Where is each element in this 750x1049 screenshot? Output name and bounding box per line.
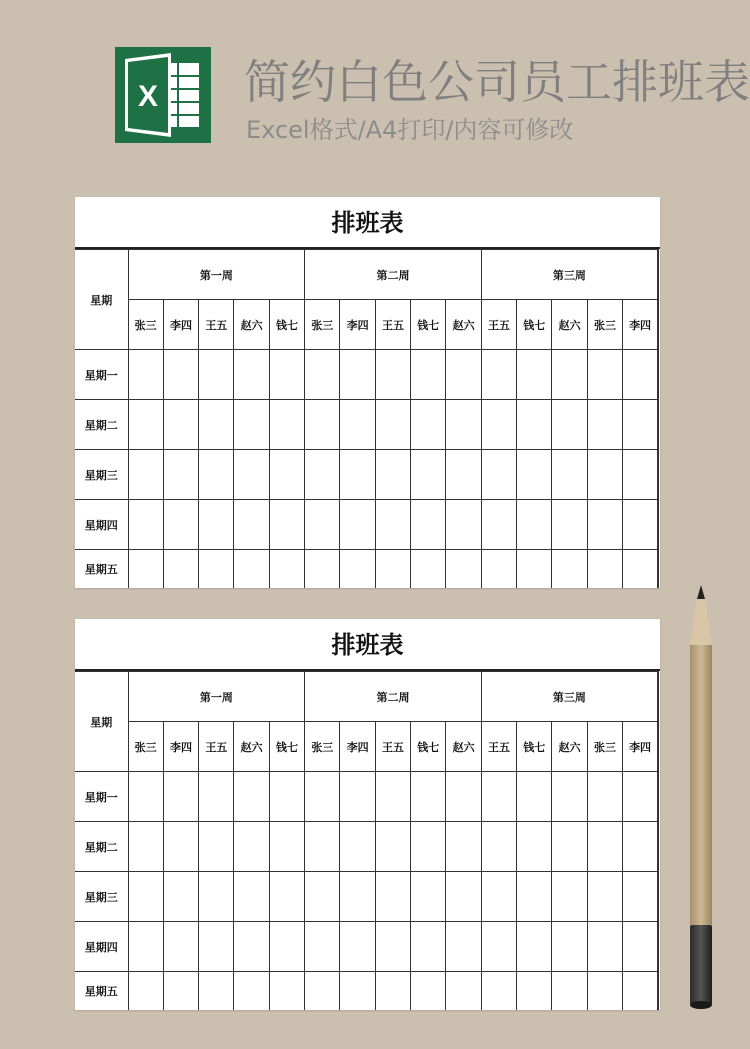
corner-cell: 星期 [75, 672, 128, 772]
shift-cell[interactable] [552, 872, 587, 922]
shift-cell[interactable] [623, 922, 658, 972]
page-subtitle: Excel格式/A4打印/内容可修改 [246, 116, 574, 144]
shift-cell[interactable] [481, 350, 516, 400]
shift-cell[interactable] [234, 450, 269, 500]
shift-cell[interactable] [305, 872, 340, 922]
week-header-row [75, 250, 658, 300]
shift-cell[interactable] [199, 550, 234, 589]
shift-cell[interactable] [128, 972, 163, 1011]
shift-cell[interactable] [128, 872, 163, 922]
shift-cell[interactable] [269, 550, 304, 589]
employee-name: 李四 [163, 722, 198, 772]
employee-name: 张三 [305, 300, 340, 350]
shift-cell[interactable] [199, 350, 234, 400]
shift-cell[interactable] [163, 922, 198, 972]
shift-cell[interactable] [517, 400, 552, 450]
shift-cell[interactable] [481, 972, 516, 1011]
shift-cell[interactable] [623, 822, 658, 872]
shift-cell[interactable] [199, 872, 234, 922]
shift-cell[interactable] [587, 500, 622, 550]
shift-cell[interactable] [446, 350, 481, 400]
shift-cell[interactable] [587, 872, 622, 922]
shift-cell[interactable] [305, 922, 340, 972]
employee-name: 李四 [340, 722, 375, 772]
employee-name: 赵六 [446, 722, 481, 772]
shift-cell[interactable] [269, 500, 304, 550]
shift-cell[interactable] [305, 822, 340, 872]
employee-name: 李四 [623, 300, 658, 350]
employee-name: 王五 [481, 300, 516, 350]
shift-cell[interactable] [340, 550, 375, 589]
schedule-table-1 [75, 249, 659, 588]
employee-name: 李四 [340, 300, 375, 350]
shift-cell[interactable] [552, 822, 587, 872]
shift-cell[interactable] [375, 872, 410, 922]
shift-cell[interactable] [128, 822, 163, 872]
employee-name: 张三 [128, 722, 163, 772]
employee-name: 赵六 [552, 722, 587, 772]
shift-cell[interactable] [411, 500, 446, 550]
shift-cell[interactable] [552, 500, 587, 550]
week-header: 第三周 [481, 250, 658, 300]
shift-cell[interactable] [481, 922, 516, 972]
shift-cell[interactable] [234, 350, 269, 400]
shift-cell[interactable] [517, 872, 552, 922]
employee-name: 赵六 [446, 300, 481, 350]
shift-cell[interactable] [481, 500, 516, 550]
shift-cell[interactable] [234, 400, 269, 450]
day-row [75, 500, 658, 550]
shift-cell[interactable] [199, 922, 234, 972]
employee-name: 王五 [199, 300, 234, 350]
week-header: 第三周 [481, 672, 658, 722]
shift-cell[interactable] [340, 822, 375, 872]
shift-cell[interactable] [446, 872, 481, 922]
shift-cell[interactable] [375, 972, 410, 1011]
employee-name: 钱七 [517, 300, 552, 350]
shift-cell[interactable] [375, 922, 410, 972]
day-label: 星期四 [75, 922, 128, 972]
shift-cell[interactable] [375, 350, 410, 400]
shift-cell[interactable] [269, 350, 304, 400]
shift-cell[interactable] [163, 550, 198, 589]
shift-cell[interactable] [481, 450, 516, 500]
shift-cell[interactable] [163, 500, 198, 550]
shift-cell[interactable] [446, 972, 481, 1011]
day-row [75, 922, 658, 972]
day-row [75, 822, 658, 872]
shift-cell[interactable] [411, 400, 446, 450]
shift-cell[interactable] [269, 772, 304, 822]
employee-name: 钱七 [269, 722, 304, 772]
shift-cell[interactable] [128, 550, 163, 589]
shift-cell[interactable] [552, 972, 587, 1011]
shift-cell[interactable] [446, 550, 481, 589]
shift-cell[interactable] [305, 772, 340, 822]
shift-cell[interactable] [340, 450, 375, 500]
shift-cell[interactable] [128, 450, 163, 500]
shift-cell[interactable] [623, 400, 658, 450]
shift-cell[interactable] [375, 772, 410, 822]
shift-cell[interactable] [517, 450, 552, 500]
shift-cell[interactable] [587, 922, 622, 972]
shift-cell[interactable] [163, 822, 198, 872]
sheet-title: 排班表 [75, 197, 660, 249]
day-row [75, 872, 658, 922]
shift-cell[interactable] [163, 400, 198, 450]
day-row [75, 550, 658, 589]
shift-cell[interactable] [375, 822, 410, 872]
employee-name: 李四 [623, 722, 658, 772]
shift-cell[interactable] [446, 500, 481, 550]
shift-cell[interactable] [623, 350, 658, 400]
employee-name: 赵六 [234, 300, 269, 350]
shift-cell[interactable] [234, 550, 269, 589]
shift-cell[interactable] [411, 550, 446, 589]
shift-cell[interactable] [199, 500, 234, 550]
shift-cell[interactable] [234, 822, 269, 872]
pencil-icon [686, 585, 716, 1010]
employee-row [75, 722, 658, 772]
shift-cell[interactable] [446, 822, 481, 872]
shift-cell[interactable] [552, 922, 587, 972]
shift-cell[interactable] [128, 772, 163, 822]
day-row [75, 972, 658, 1011]
shift-cell[interactable] [411, 922, 446, 972]
corner-cell: 星期 [75, 250, 128, 350]
shift-cell[interactable] [199, 400, 234, 450]
shift-cell[interactable] [411, 972, 446, 1011]
svg-text:X: X [137, 80, 159, 113]
employee-name: 钱七 [411, 300, 446, 350]
shift-cell[interactable] [375, 400, 410, 450]
shift-cell[interactable] [234, 772, 269, 822]
shift-cell[interactable] [269, 872, 304, 922]
shift-cell[interactable] [552, 550, 587, 589]
shift-cell[interactable] [234, 872, 269, 922]
day-label: 星期四 [75, 500, 128, 550]
day-label: 星期三 [75, 450, 128, 500]
shift-cell[interactable] [305, 500, 340, 550]
shift-cell[interactable] [623, 872, 658, 922]
shift-cell[interactable] [163, 872, 198, 922]
shift-cell[interactable] [305, 350, 340, 400]
employee-name: 钱七 [517, 722, 552, 772]
shift-cell[interactable] [587, 450, 622, 500]
shift-cell[interactable] [269, 922, 304, 972]
shift-cell[interactable] [340, 500, 375, 550]
shift-cell[interactable] [128, 350, 163, 400]
page-header [0, 0, 750, 160]
shift-cell[interactable] [517, 822, 552, 872]
shift-cell[interactable] [375, 550, 410, 589]
shift-cell[interactable] [340, 972, 375, 1011]
shift-cell[interactable] [623, 450, 658, 500]
employee-name: 李四 [163, 300, 198, 350]
shift-cell[interactable] [128, 400, 163, 450]
day-row [75, 772, 658, 822]
employee-name: 张三 [305, 722, 340, 772]
shift-cell[interactable] [481, 872, 516, 922]
week-header: 第二周 [305, 672, 482, 722]
shift-cell[interactable] [481, 550, 516, 589]
employee-name: 钱七 [411, 722, 446, 772]
shift-cell[interactable] [305, 450, 340, 500]
employee-name: 张三 [128, 300, 163, 350]
week-header-row [75, 672, 658, 722]
shift-cell[interactable] [128, 922, 163, 972]
shift-cell[interactable] [411, 872, 446, 922]
employee-name: 王五 [375, 300, 410, 350]
shift-cell[interactable] [552, 772, 587, 822]
shift-cell[interactable] [269, 822, 304, 872]
excel-logo-icon [115, 47, 211, 143]
employee-name: 赵六 [552, 300, 587, 350]
employee-name: 赵六 [234, 722, 269, 772]
shift-cell[interactable] [269, 400, 304, 450]
shift-cell[interactable] [375, 450, 410, 500]
shift-cell[interactable] [446, 922, 481, 972]
employee-name: 王五 [199, 722, 234, 772]
page-title: 简约白色公司员工排班表 [244, 55, 750, 109]
day-row [75, 350, 658, 400]
week-header: 第二周 [305, 250, 482, 300]
shift-cell[interactable] [163, 972, 198, 1011]
day-label: 星期二 [75, 822, 128, 872]
schedule-sheet-1 [75, 197, 660, 588]
shift-cell[interactable] [411, 450, 446, 500]
shift-cell[interactable] [234, 922, 269, 972]
employee-name: 王五 [375, 722, 410, 772]
shift-cell[interactable] [446, 772, 481, 822]
day-label: 星期五 [75, 972, 128, 1011]
shift-cell[interactable] [446, 450, 481, 500]
shift-cell[interactable] [517, 550, 552, 589]
shift-cell[interactable] [269, 450, 304, 500]
day-label: 星期三 [75, 872, 128, 922]
shift-cell[interactable] [446, 400, 481, 450]
employee-name: 张三 [587, 300, 622, 350]
shift-cell[interactable] [411, 822, 446, 872]
shift-cell[interactable] [481, 822, 516, 872]
shift-cell[interactable] [517, 922, 552, 972]
shift-cell[interactable] [587, 550, 622, 589]
shift-cell[interactable] [199, 822, 234, 872]
employee-name: 张三 [587, 722, 622, 772]
shift-cell[interactable] [340, 872, 375, 922]
shift-cell[interactable] [552, 400, 587, 450]
shift-cell[interactable] [517, 350, 552, 400]
shift-cell[interactable] [234, 500, 269, 550]
shift-cell[interactable] [163, 450, 198, 500]
schedule-sheet-2 [75, 619, 660, 1010]
schedule-table-2 [75, 671, 659, 1010]
shift-cell[interactable] [375, 500, 410, 550]
shift-cell[interactable] [552, 450, 587, 500]
shift-cell[interactable] [411, 772, 446, 822]
shift-cell[interactable] [163, 772, 198, 822]
shift-cell[interactable] [234, 972, 269, 1011]
day-row [75, 400, 658, 450]
shift-cell[interactable] [163, 350, 198, 400]
shift-cell[interactable] [481, 772, 516, 822]
shift-cell[interactable] [128, 500, 163, 550]
employee-name: 钱七 [269, 300, 304, 350]
shift-cell[interactable] [587, 350, 622, 400]
shift-cell[interactable] [517, 972, 552, 1011]
shift-cell[interactable] [305, 400, 340, 450]
shift-cell[interactable] [411, 350, 446, 400]
day-label: 星期五 [75, 550, 128, 589]
employee-name: 王五 [481, 722, 516, 772]
shift-cell[interactable] [340, 350, 375, 400]
sheet-title: 排班表 [75, 619, 660, 671]
day-row [75, 450, 658, 500]
shift-cell[interactable] [587, 972, 622, 1011]
shift-cell[interactable] [305, 550, 340, 589]
shift-cell[interactable] [552, 350, 587, 400]
shift-cell[interactable] [340, 400, 375, 450]
shift-cell[interactable] [481, 400, 516, 450]
shift-cell[interactable] [623, 500, 658, 550]
shift-cell[interactable] [199, 450, 234, 500]
week-header: 第一周 [128, 672, 305, 722]
day-label: 星期一 [75, 772, 128, 822]
shift-cell[interactable] [340, 922, 375, 972]
shift-cell[interactable] [587, 772, 622, 822]
shift-cell[interactable] [587, 822, 622, 872]
shift-cell[interactable] [623, 550, 658, 589]
week-header: 第一周 [128, 250, 305, 300]
shift-cell[interactable] [517, 500, 552, 550]
shift-cell[interactable] [269, 972, 304, 1011]
shift-cell[interactable] [199, 772, 234, 822]
day-label: 星期二 [75, 400, 128, 450]
shift-cell[interactable] [587, 400, 622, 450]
shift-cell[interactable] [517, 772, 552, 822]
shift-cell[interactable] [623, 972, 658, 1011]
shift-cell[interactable] [623, 772, 658, 822]
shift-cell[interactable] [199, 972, 234, 1011]
employee-row [75, 300, 658, 350]
shift-cell[interactable] [340, 772, 375, 822]
day-label: 星期一 [75, 350, 128, 400]
shift-cell[interactable] [305, 972, 340, 1011]
